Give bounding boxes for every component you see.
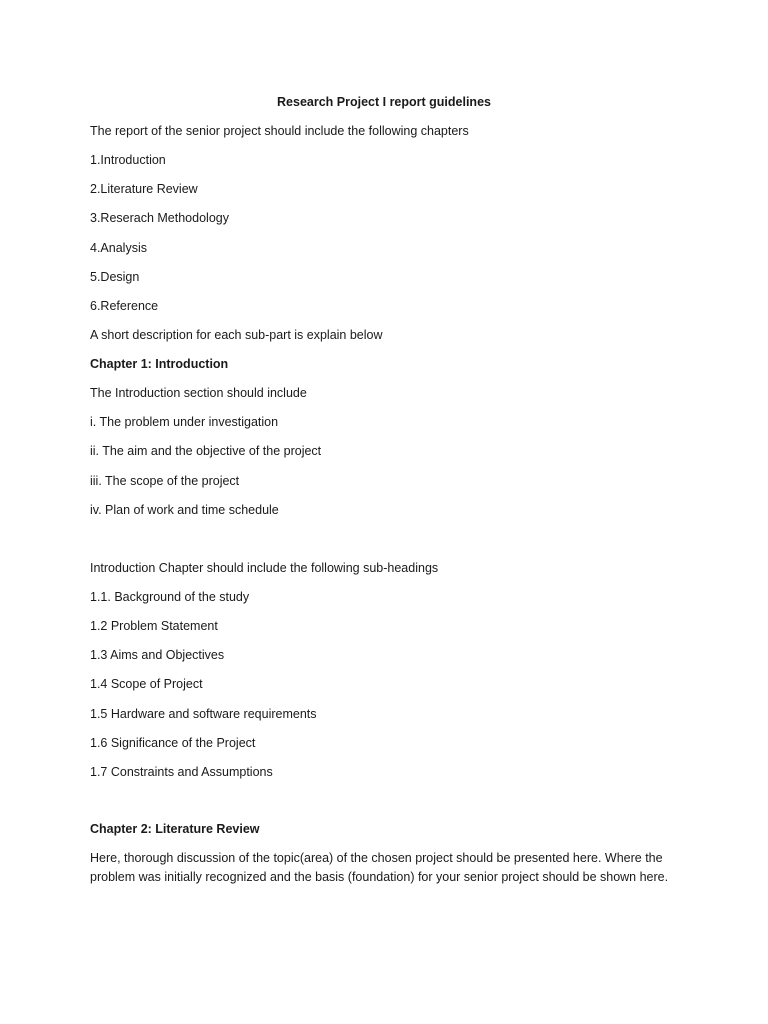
subheading-item: 1.3 Aims and Objectives xyxy=(90,648,225,662)
document-title: Research Project I report guidelines xyxy=(277,95,491,109)
subheading-item: 1.7 Constraints and Assumptions xyxy=(90,765,273,779)
subheading-item: 1.1. Background of the study xyxy=(90,590,250,604)
chapter2-heading: Chapter 2: Literature Review xyxy=(90,822,260,836)
subheading-item: 1.4 Scope of Project xyxy=(90,677,203,691)
chapter-list-item: 4.Analysis xyxy=(90,241,147,255)
chapter1-heading: Chapter 1: Introduction xyxy=(90,357,229,371)
chapter1-item: i. The problem under investigation xyxy=(90,415,279,429)
subheading-item: 1.6 Significance of the Project xyxy=(90,736,256,750)
chapter1-item: iii. The scope of the project xyxy=(90,474,240,488)
chapter2-paragraph: Here, thorough discussion of the topic(area) of the chosen project should be presented here. Where the problem was initially recognized and the basis (foundation) for your senior project should be shown here. xyxy=(90,851,669,884)
chapter-list-item: 6.Reference xyxy=(90,299,159,313)
subheading-item: 1.2 Problem Statement xyxy=(90,619,218,633)
subheading-item: 1.5 Hardware and software requirements xyxy=(90,707,317,721)
subheadings-lead: Introduction Chapter should include the following sub-headings xyxy=(90,561,439,575)
chapter1-item: iv. Plan of work and time schedule xyxy=(90,503,279,517)
chapter-list-item: 2.Literature Review xyxy=(90,182,198,196)
chapter1-item: ii. The aim and the objective of the project xyxy=(90,444,322,458)
chapter1-lead: The Introduction section should include xyxy=(90,386,307,400)
description-line: A short description for each sub-part is explain below xyxy=(90,328,383,342)
intro-line: The report of the senior project should include the following chapters xyxy=(90,124,469,138)
chapter-list-item: 1.Introduction xyxy=(90,153,166,167)
chapter-list-item: 3.Reserach Methodology xyxy=(90,211,229,225)
chapter-list-item: 5.Design xyxy=(90,270,140,284)
